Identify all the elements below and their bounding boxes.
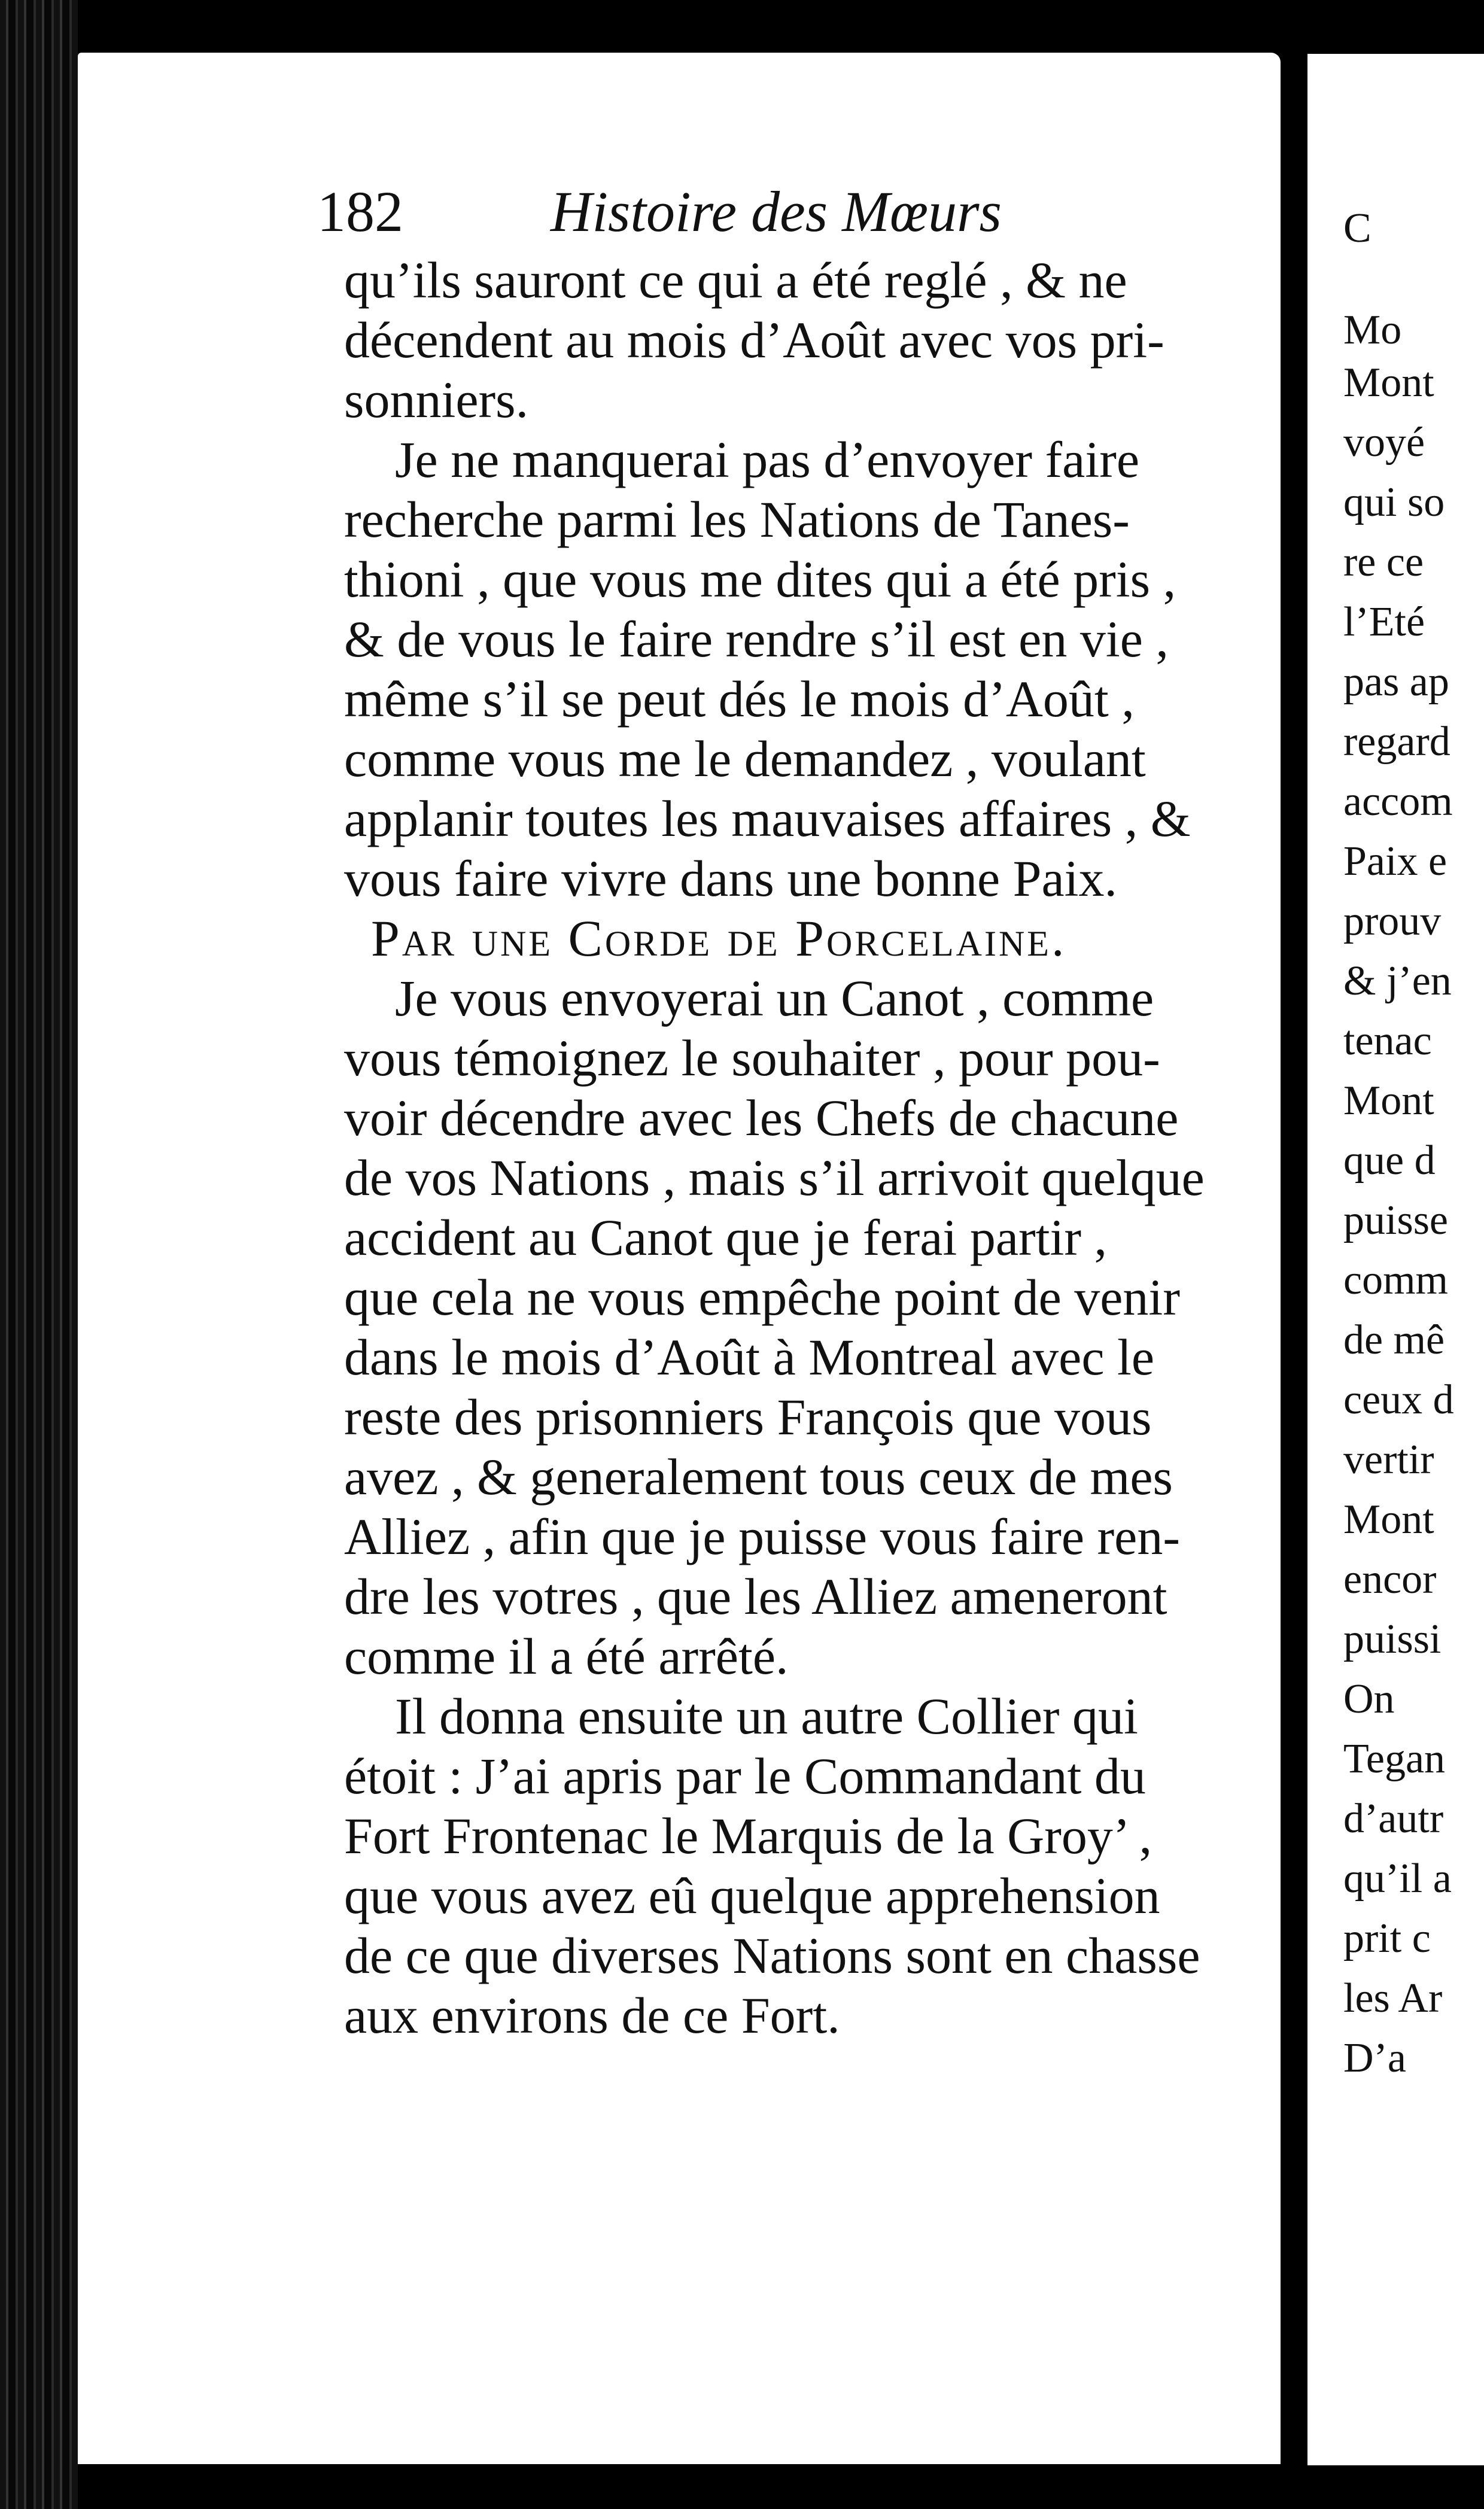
text-line: vous témoignez le souhaiter , pour pou- xyxy=(344,1029,1160,1087)
text-line: qu’ils sauront ce qui a été reglé , & ne xyxy=(344,251,1127,309)
facing-line: puissi xyxy=(1343,1616,1442,1662)
running-title: Histoire des Mœurs xyxy=(551,180,1002,244)
facing-line: & j’en xyxy=(1343,958,1452,1004)
facing-line: Paix e xyxy=(1343,838,1447,884)
text-line: comme il a été arrêté. xyxy=(344,1628,789,1685)
paragraph-first-line: Je vous envoyerai un Canot , comme xyxy=(395,969,1154,1027)
facing-line: de mê xyxy=(1343,1317,1445,1363)
text-line: de ce que diverses Nations sont en chasse xyxy=(344,1927,1200,1984)
facing-line: accom xyxy=(1343,778,1453,825)
facing-line: C xyxy=(1343,205,1372,251)
facing-line: Mont xyxy=(1343,1078,1434,1124)
text-line: recherche parmi les Nations de Tanes- xyxy=(344,491,1130,548)
section-heading: Par une Corde de Porcelaine. xyxy=(371,910,1067,967)
text-line: même s’il se peut dés le mois d’Août , xyxy=(344,670,1135,728)
facing-line: les Ar xyxy=(1343,1975,1443,2021)
text-line: avez , & generalement tous ceux de mes xyxy=(344,1448,1173,1506)
text-line: reste des prisonniers François que vous xyxy=(344,1388,1152,1446)
facing-line: que d xyxy=(1343,1138,1436,1184)
facing-page xyxy=(1307,54,1484,2465)
text-line: décendent au mois d’Août avec vos pri- xyxy=(344,311,1164,369)
facing-line: tenac xyxy=(1343,1018,1432,1064)
page-number: 182 xyxy=(317,180,403,244)
text-line: aux environs de ce Fort. xyxy=(344,1987,840,2044)
text-line: thioni , que vous me dites qui a été pris , xyxy=(344,551,1176,608)
book-spine-edge xyxy=(0,0,78,2509)
facing-line: ceux d xyxy=(1343,1377,1454,1423)
text-line: dans le mois d’Août à Montreal avec le xyxy=(344,1328,1155,1386)
paragraph-first-line: Il donna ensuite un autre Collier qui xyxy=(395,1687,1138,1745)
page-gutter xyxy=(1281,0,1307,2509)
facing-line: puisse xyxy=(1343,1197,1448,1243)
text-line: accident au Canot que je ferai partir , xyxy=(344,1209,1108,1266)
facing-line: vertir xyxy=(1343,1437,1434,1483)
text-line: applanir toutes les mauvaises affaires , & xyxy=(344,790,1191,847)
text-line: de vos Nations , mais s’il arrivoit quelque xyxy=(344,1149,1205,1206)
text-line: comme vous me le demandez , voulant xyxy=(344,730,1146,787)
facing-line: re ce xyxy=(1343,539,1424,585)
facing-line: Tegan xyxy=(1343,1736,1446,1782)
facing-line: qui so xyxy=(1343,479,1445,525)
text-line: que cela ne vous empêche point de venir xyxy=(344,1269,1180,1326)
facing-line: prit c xyxy=(1343,1915,1431,1961)
text-line: Fort Frontenac le Marquis de la Groy’ , xyxy=(344,1807,1152,1865)
facing-line: voyé xyxy=(1343,419,1425,466)
text-line: & de vous le faire rendre s’il est en vie , xyxy=(344,610,1169,668)
facing-line: regard xyxy=(1343,719,1450,765)
facing-line: comm xyxy=(1343,1257,1448,1303)
text-line: étoit : J’ai apris par le Commandant du xyxy=(344,1747,1146,1805)
facing-line: Mont xyxy=(1343,360,1434,406)
facing-line: Mo xyxy=(1343,307,1402,353)
facing-line: prouv xyxy=(1343,898,1442,944)
text-line: vous faire vivre dans une bonne Paix. xyxy=(344,850,1118,907)
facing-line: D’a xyxy=(1343,2035,1406,2081)
facing-line: l’Eté xyxy=(1343,599,1425,645)
paragraph-first-line: Je ne manquerai pas d’envoyer faire xyxy=(395,431,1140,488)
facing-line: encor xyxy=(1343,1556,1437,1602)
facing-line: pas ap xyxy=(1343,659,1449,705)
text-line: que vous avez eû quelque apprehension xyxy=(344,1867,1160,1924)
facing-line: On xyxy=(1343,1676,1395,1722)
facing-line: qu’il a xyxy=(1343,1856,1452,1902)
facing-line: Mont xyxy=(1343,1497,1434,1543)
text-line: voir décendre avec les Chefs de chacune xyxy=(344,1089,1179,1146)
text-line: dre les votres , que les Alliez ameneront xyxy=(344,1568,1167,1625)
facing-line: d’autr xyxy=(1343,1796,1444,1842)
text-line: Alliez , afin que je puisse vous faire ren- xyxy=(344,1508,1180,1565)
running-head xyxy=(317,178,1334,256)
text-line: sonniers. xyxy=(344,371,529,428)
